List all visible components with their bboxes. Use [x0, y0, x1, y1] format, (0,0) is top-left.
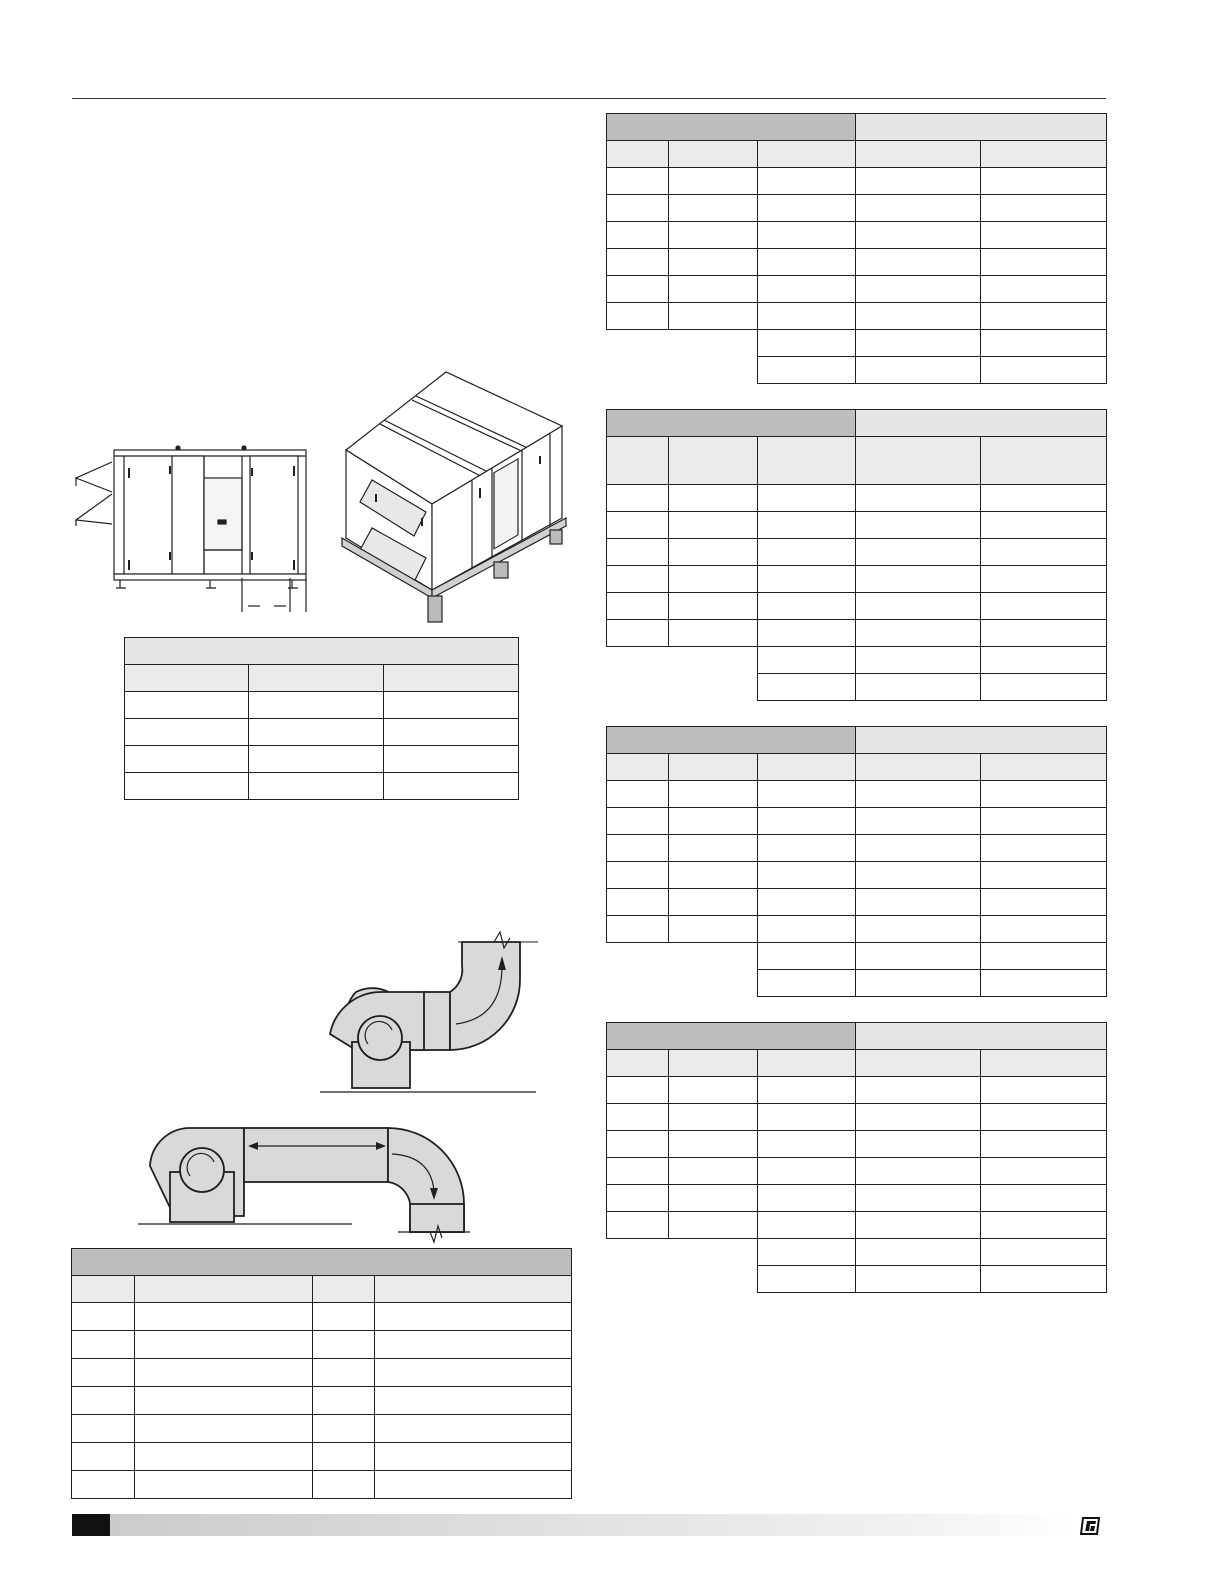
left-top-table [124, 637, 519, 800]
table-row [607, 566, 1107, 593]
footer-bar [72, 1514, 1072, 1536]
fan-discharge-elbow-down-drawing [134, 1120, 474, 1248]
table-row [607, 1212, 1107, 1239]
table-row [72, 1387, 572, 1415]
table-row [607, 1158, 1107, 1185]
table-row [607, 1104, 1107, 1131]
unit-isometric-drawing [336, 368, 570, 624]
table-row [125, 665, 519, 692]
table-row [125, 692, 519, 719]
table-row [607, 195, 1107, 222]
table-row [607, 754, 1107, 781]
table-row [607, 647, 1107, 674]
header-rule [72, 98, 1106, 99]
table-header-right [856, 114, 1107, 141]
right-table-3 [606, 726, 1107, 997]
table-row [607, 168, 1107, 195]
table-row [607, 862, 1107, 889]
table-header-left [607, 410, 856, 437]
table-row [607, 249, 1107, 276]
table-row [72, 1331, 572, 1359]
table-row [607, 970, 1107, 997]
table-row [607, 485, 1107, 512]
table-row [607, 889, 1107, 916]
table-row [607, 781, 1107, 808]
table-row [125, 773, 519, 800]
table-row [72, 1276, 572, 1303]
table-row [607, 674, 1107, 701]
table-row [607, 916, 1107, 943]
table-row [607, 620, 1107, 647]
table-row [72, 1303, 572, 1331]
table-row [607, 303, 1107, 330]
table-row [607, 330, 1107, 357]
fan-discharge-elbow-up-drawing [316, 926, 546, 1096]
company-logo-icon [1080, 1516, 1102, 1536]
table-row [607, 141, 1107, 168]
table-row [607, 943, 1107, 970]
table-row [607, 357, 1107, 384]
table-row [607, 1185, 1107, 1212]
table-row [607, 222, 1107, 249]
table-header-left [607, 114, 856, 141]
page-number-block [72, 1514, 110, 1536]
table-row [607, 437, 1107, 485]
table-row [607, 1131, 1107, 1158]
table-row [607, 1050, 1107, 1077]
table-header [125, 638, 519, 665]
table-row [607, 1077, 1107, 1104]
table-row [72, 1415, 572, 1443]
table-row [607, 835, 1107, 862]
table-row [125, 746, 519, 773]
table-header-left [607, 727, 856, 754]
left-bottom-table [71, 1248, 572, 1499]
unit-side-elevation-drawing [70, 440, 320, 620]
table-row [607, 276, 1107, 303]
table-header-right [856, 727, 1107, 754]
table-row [607, 539, 1107, 566]
table-header-right [856, 410, 1107, 437]
right-table-4 [606, 1022, 1107, 1293]
table-row [607, 1239, 1107, 1266]
table-row [72, 1443, 572, 1471]
right-table-1 [606, 113, 1107, 384]
table-row [607, 593, 1107, 620]
right-table-2 [606, 409, 1107, 701]
table-row [607, 808, 1107, 835]
table-row [72, 1471, 572, 1499]
table-header-left [607, 1023, 856, 1050]
table-row [72, 1359, 572, 1387]
table-header-right [856, 1023, 1107, 1050]
table-row [125, 719, 519, 746]
table-row [607, 512, 1107, 539]
table-row [607, 1266, 1107, 1293]
table-header [72, 1249, 572, 1276]
